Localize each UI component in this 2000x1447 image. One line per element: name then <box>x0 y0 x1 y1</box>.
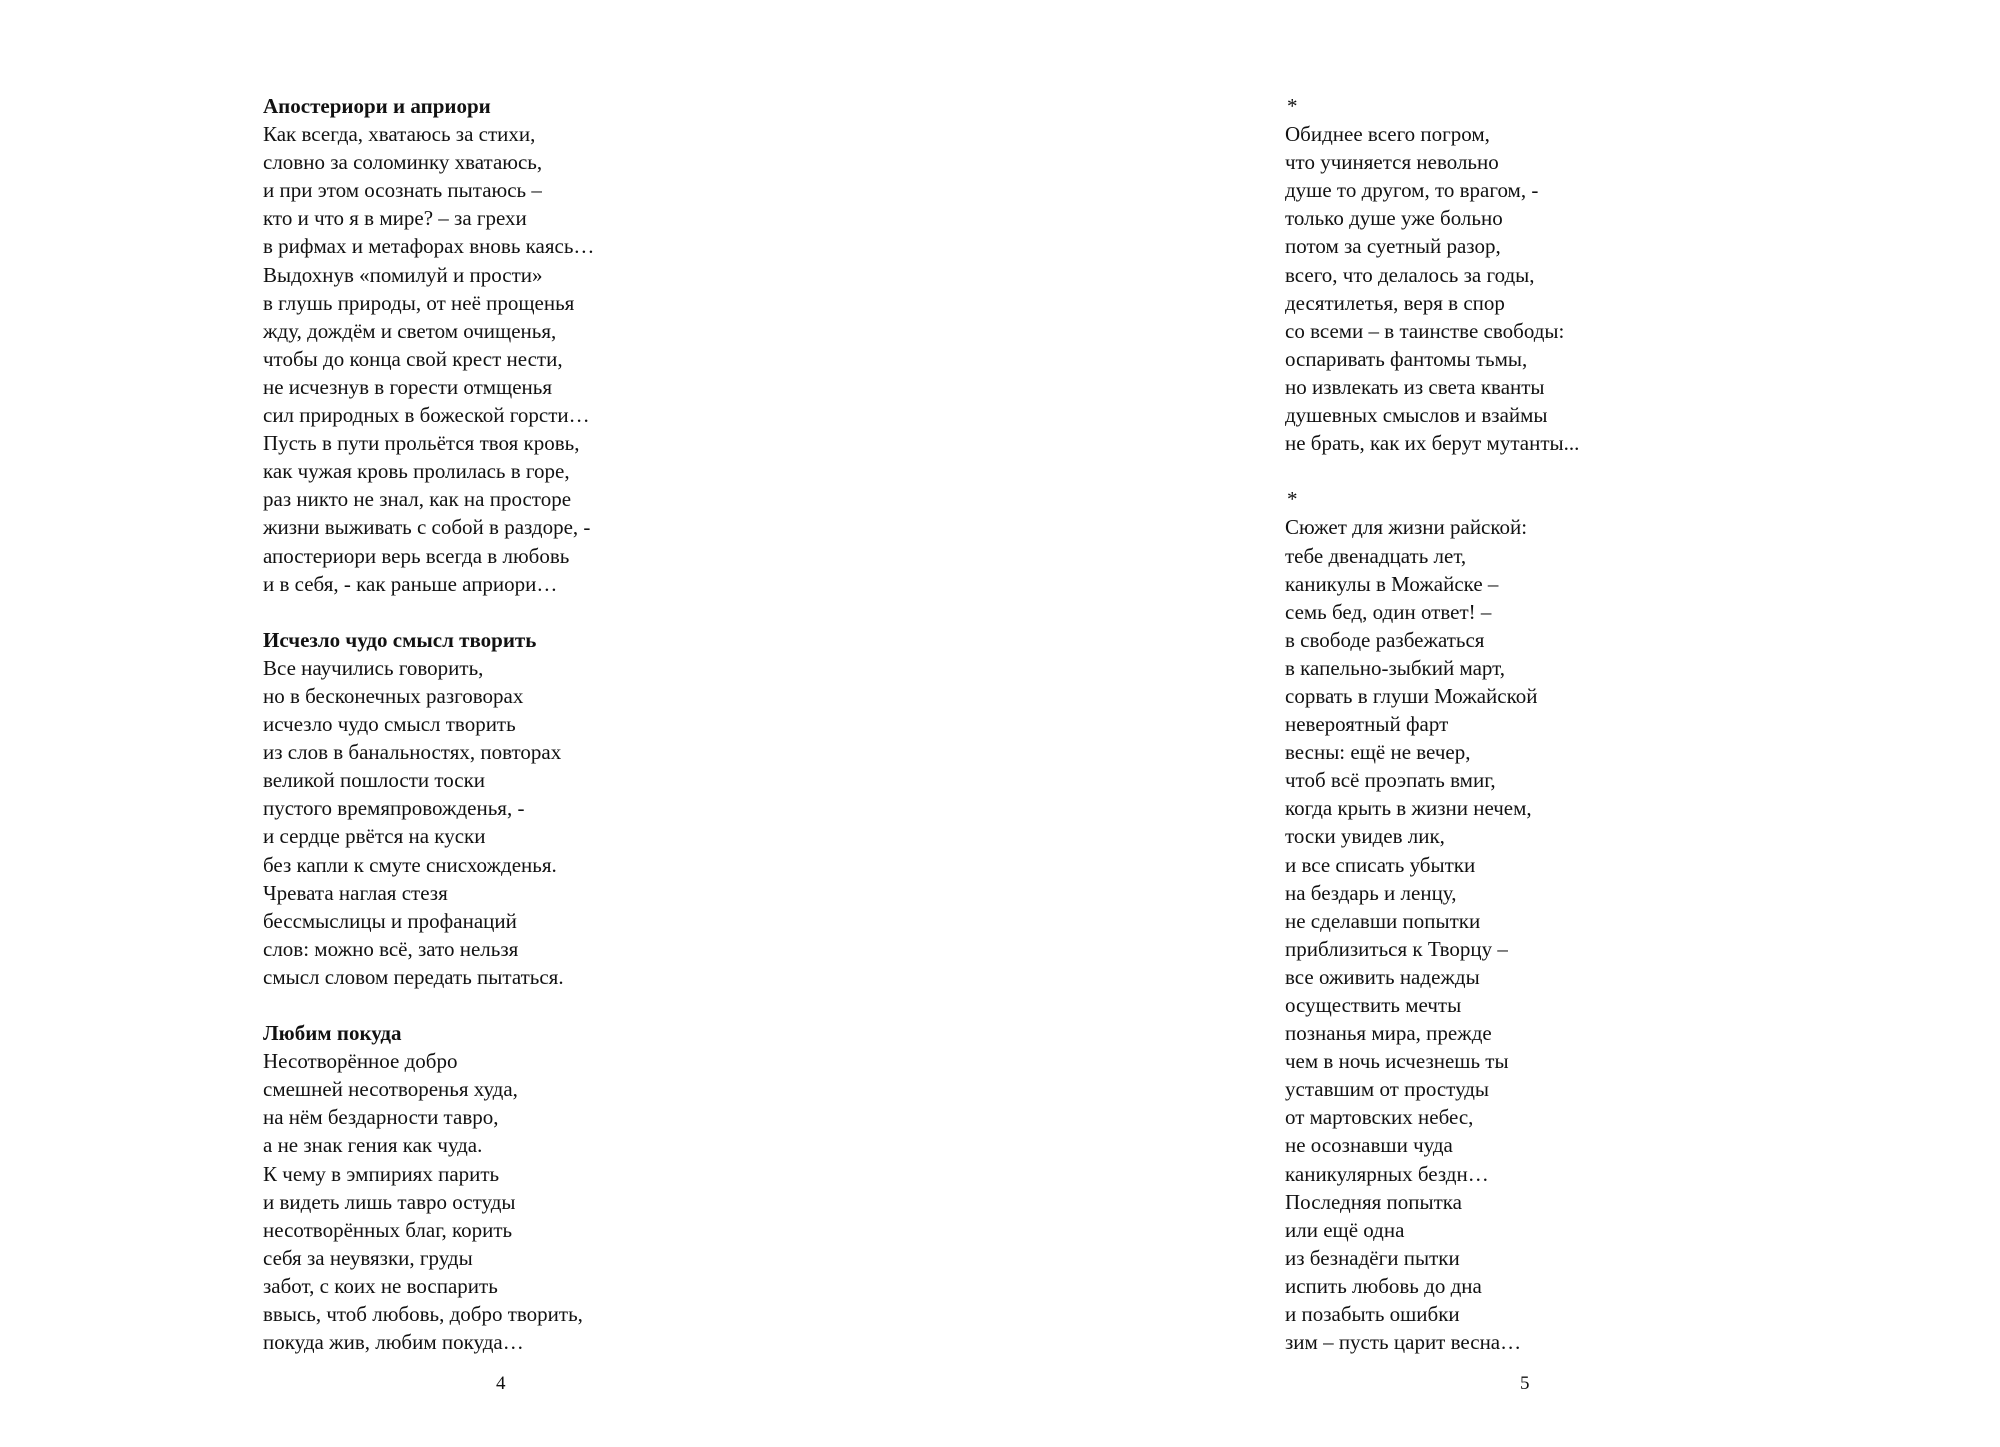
poem-line: со всеми – в таинстве свободы: <box>1285 318 1565 343</box>
poem-line: когда крыть в жизни нечем, <box>1285 796 1532 821</box>
poem-line: душевных смыслов и взаймы <box>1285 403 1548 428</box>
poem-line: смысл словом передать пытаться. <box>263 964 564 989</box>
poem-line: бессмыслицы и профанаций <box>263 908 517 933</box>
poem-line: и видеть лишь тавро остуды <box>263 1189 516 1214</box>
poem-line: каникулярных бездн… <box>1285 1161 1489 1186</box>
poem-line: и сердце рвётся на куски <box>263 824 486 849</box>
poem-line: чтоб всё проэпать вмиг, <box>1285 768 1496 793</box>
poem-line: приблизиться к Творцу – <box>1285 936 1508 961</box>
poem-line: испить любовь до дна <box>1285 1273 1482 1298</box>
poem-line: не осознавши чуда <box>1285 1133 1453 1158</box>
poem-asterisk-marker: * <box>1287 94 1298 118</box>
poem-title: Апостериори и априори <box>263 94 491 118</box>
poem-line: раз никто не знал, как на просторе <box>263 487 572 512</box>
poem-line: чем в ночь исчезнешь ты <box>1285 1049 1509 1074</box>
stanza-gap <box>263 991 594 1019</box>
poem-line: в капельно-зыбкий март, <box>1285 655 1505 680</box>
poem-line: и позабыть ошибки <box>1285 1302 1460 1327</box>
poem-line: жду, дождём и светом очищенья, <box>263 318 557 343</box>
poem-line: Как всегда, хватаюсь за стихи, <box>263 122 536 147</box>
poem-line: ввысь, чтоб любовь, добро творить, <box>263 1302 583 1327</box>
poem-line: Сюжет для жизни райской: <box>1285 515 1528 540</box>
page-number-right: 5 <box>1520 1373 1530 1394</box>
poem-line: покуда жив, любим покуда… <box>263 1330 524 1355</box>
poem-line: весны: ещё не вечер, <box>1285 740 1471 765</box>
poem-line: себя за неувязки, груды <box>263 1245 473 1270</box>
poem-line: Все научились говорить, <box>263 655 484 680</box>
poem-line: не сделавши попытки <box>1285 908 1481 933</box>
poem-line: или ещё одна <box>1285 1217 1405 1242</box>
poem-line: семь бед, один ответ! – <box>1285 599 1492 624</box>
poem-line: К чему в эмпириях парить <box>263 1161 500 1186</box>
poem-line: от мартовских небес, <box>1285 1105 1474 1130</box>
poem-line: но извлекать из света кванты <box>1285 374 1545 399</box>
poem-line: сил природных в божеской горсти… <box>263 403 590 428</box>
right-page <box>1000 0 2000 1447</box>
poem-line: потом за суетный разор, <box>1285 234 1501 259</box>
poem-line: и все списать убытки <box>1285 852 1476 877</box>
poem-line: Обиднее всего погром, <box>1285 122 1490 147</box>
poem-line: невероятный фарт <box>1285 712 1449 737</box>
poem-line: несотворённых благ, корить <box>263 1217 513 1242</box>
right-poem-column <box>1285 92 1579 1356</box>
poem-line: чтобы до конца свой крест нести, <box>263 346 563 371</box>
poem-line: в глушь природы, от неё прощенья <box>263 290 575 315</box>
poem-line: Несотворённое добро <box>263 1049 458 1074</box>
poem-line: на бездарь и ленцу, <box>1285 880 1457 905</box>
poem-line: что учиняется невольно <box>1285 150 1499 175</box>
poem-line: апостериори верь всегда в любовь <box>263 543 570 568</box>
poem-asterisk-marker: * <box>1287 487 1298 512</box>
poem-line: как чужая кровь пролилась в горе, <box>263 459 570 484</box>
poem-line: смешней несотворенья худа, <box>263 1077 518 1102</box>
poem-line: душе то другом, то врагом, - <box>1285 178 1539 203</box>
poem-line: исчезло чудо смысл творить <box>263 712 516 737</box>
poem-line: на нём бездарности тавро, <box>263 1105 499 1130</box>
poem-title: Исчезло чудо смысл творить <box>263 627 537 652</box>
poem-line: в рифмах и метафорах вновь каясь… <box>263 234 595 259</box>
poem-line: Последняя попытка <box>1285 1189 1462 1214</box>
poem-line: но в бесконечных разговорах <box>263 683 524 708</box>
poem-line: Пусть в пути прольётся твоя кровь, <box>263 431 580 456</box>
poem-line: слов: можно всё, зато нельзя <box>263 936 519 961</box>
poem-line: не исчезнув в горести отмщенья <box>263 374 553 399</box>
poem-line: тебе двенадцать лет, <box>1285 543 1467 568</box>
poem-line: осуществить мечты <box>1285 993 1462 1017</box>
poem-line: жизни выживать с собой в раздоре, - <box>263 515 591 540</box>
poem-line: уставшим от простуды <box>1285 1077 1490 1102</box>
poem-line: пустого времяпровожденья, - <box>263 796 525 821</box>
poem-line: оспаривать фантомы тьмы, <box>1285 346 1528 371</box>
poem-line: Выдохнув «помилуй и прости» <box>263 262 543 287</box>
poem-line: каникулы в Можайске – <box>1285 571 1499 596</box>
poem-line: словно за соломинку хватаюсь, <box>263 150 543 175</box>
poem-line: только душе уже больно <box>1285 206 1503 231</box>
poem-line: кто и что я в мире? – за грехи <box>263 206 527 231</box>
poem-line: тоски увидев лик, <box>1285 824 1445 849</box>
poem-line: и в себя, - как раньше априори… <box>263 571 558 596</box>
poem-line: зим – пусть царит весна… <box>1285 1330 1522 1355</box>
poem-line: и при этом осознать пытаюсь – <box>263 178 542 203</box>
stanza-gap <box>263 598 594 626</box>
page-number-left: 4 <box>496 1373 506 1394</box>
poem-line: в свободе разбежаться <box>1285 627 1485 652</box>
poem-line: забот, с коих не воспарить <box>263 1273 498 1298</box>
left-poem-column <box>263 92 594 1356</box>
poem-line: сорвать в глуши Можайской <box>1285 683 1538 708</box>
poem-line: не брать, как их берут мутанты... <box>1285 431 1580 456</box>
poem-line: великой пошлости тоски <box>263 768 486 793</box>
poem-line: без капли к смуте снисхожденья. <box>263 852 557 877</box>
poem-line: Чревата наглая стезя <box>263 880 448 905</box>
poem-line: из слов в банальностях, повторах <box>263 740 562 765</box>
poem-line: а не знак гения как чуда. <box>263 1133 483 1158</box>
poem-line: все оживить надежды <box>1285 964 1480 989</box>
poem-line: из безнадёги пытки <box>1285 1245 1460 1270</box>
poem-line: десятилетья, веря в спор <box>1285 290 1505 315</box>
poem-line: познанья мира, прежде <box>1285 1021 1492 1046</box>
poem-title: Любим покуда <box>263 1021 402 1046</box>
stanza-gap <box>1285 457 1579 485</box>
poem-line: всего, что делалось за годы, <box>1285 262 1535 287</box>
